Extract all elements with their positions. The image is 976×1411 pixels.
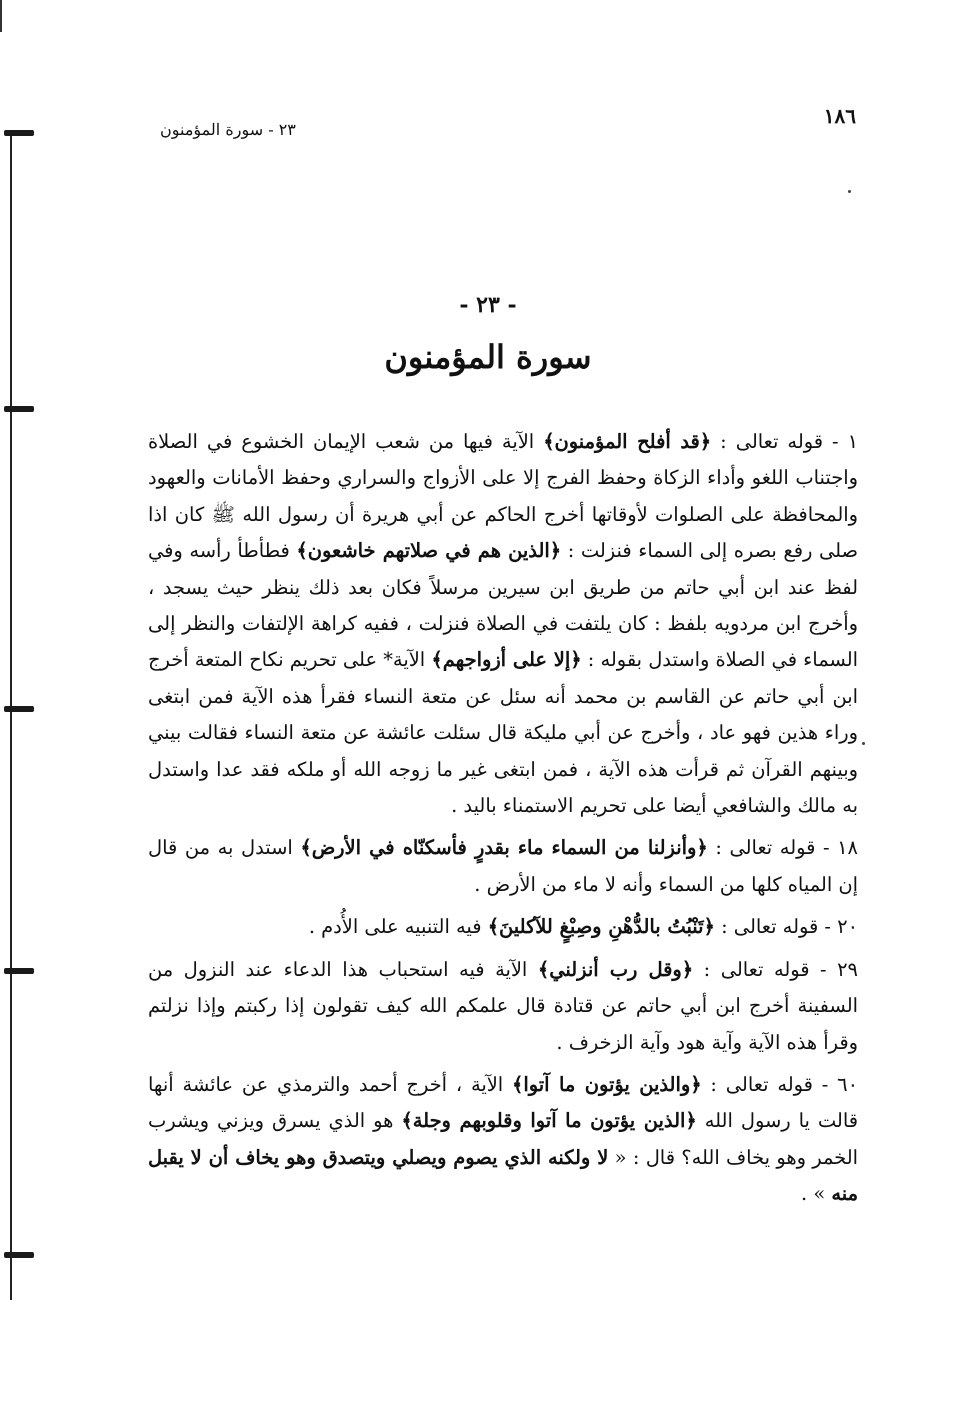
scan-speck: [848, 190, 851, 193]
quran-quote: ﴿تَنْبُتُ بالدُّهْنِ وصِبْغٍ للآكلينَ﴾: [487, 915, 715, 939]
page-number: ١٨٦: [823, 104, 856, 128]
commentary-text: الآية فيها من شعب الإيمان الخشوع في الصلاة واجتناب اللغو وأداء الزكاة وحفظ الفرج إلا على الأزواج والسراري وحفظ الأمانات والعهود والمحافظة على الصلوات لأوقاتها أخرج الحاكم عن أبي هريرة أن رسول الله ﷺ كان اذا صلى رفع بصره إلى السماء فنزلت :: [148, 430, 858, 563]
binding-mark: [4, 406, 34, 412]
commentary-text: الآية فيه استحباب هذا الدعاء عند النزول من السفينة أخرج ابن أبي حاتم عن قتادة قال علمكم الله كيف تقولون إذا ركبتم وإذا نزلتم وقرأ هذه الآية وآية هود وآية الزخرف .: [148, 957, 858, 1054]
binding-mark: [4, 706, 34, 712]
commentary-paragraph: [148, 1067, 858, 1213]
commentary-text: فيه التنبيه على الأُدم .: [308, 915, 488, 939]
chapter-number: - ٢٣ -: [459, 292, 517, 318]
quran-quote: ﴿إلا على أزواجهم﴾: [431, 648, 582, 672]
commentary-text: فطأطأ رأسه وفي لفظ عند ابن أبي حاتم من طريق ابن سيرين مرسلاً فكان بعد ذلك ينظر حيث يسجد ، وأخرج ابن مردويه بلفظ : كان يلتفت في الصلاة فنزلت ، ففيه كراهة الإلتفات والنظر إلى السماء في الصلاة واستدل بقوله :: [148, 539, 859, 672]
commentary-text: الآية* على تحريم نكاح المتعة أخرج ابن أبي حاتم عن القاسم بن محمد أنه سئل عن متعة النساء فقرأ هذه الآية فمن ابتغى وراء هذين فهو عاد ، وأخرج عن أبي مليكة قال سئلت عائشة عن متعة النساء فقالت بيني وبينهم القرآن ثم قرأت هذه الآية ، فمن ابتغى غير ما زوجه الله أو ملكه فقد عدا واستدل به مالك والشافعي أيضا على تحريم الاستمناء باليد .: [148, 648, 858, 818]
scan-speck: [862, 742, 865, 745]
binding-mark: [4, 130, 34, 136]
quran-quote: ﴿وقل رب أنزلني﴾: [537, 957, 694, 981]
commentary-text: هو الذي يسرق ويزني ويشرب الخمر وهو يخاف الله؟ قال : «: [148, 1109, 858, 1169]
page-header: [140, 104, 856, 144]
commentary-text: استدل به من قال إن المياه كلها من السماء وأنه لا ماء من الأرض .: [148, 836, 858, 896]
commentary-paragraph: [148, 830, 858, 903]
quran-quote: ﴿الذين يؤتون ما آتوا وقلوبهم وجلة﴾: [401, 1109, 697, 1133]
commentary-text: ١ - قوله تعالى :: [711, 430, 858, 453]
commentary-text: الآية ، أخرج أحمد والترمذي عن عائشة أنها قالت يا رسول الله: [148, 1072, 859, 1133]
running-head: ٢٣ - سورة المؤمنون: [160, 120, 296, 139]
commentary-paragraph: [148, 909, 858, 945]
surah-title: سورة المؤمنون: [384, 338, 592, 376]
commentary-paragraph: [148, 952, 858, 1061]
commentary-body: [148, 424, 858, 1219]
commentary-text: ٦٠ - قوله تعالى :: [701, 1072, 858, 1096]
quran-quote: ﴿والذين يؤتون ما آتوا﴾: [512, 1072, 702, 1096]
quran-quote: ﴿الذين هم في صلاتهم خاشعون﴾: [296, 539, 562, 563]
scan-corner-mark: [0, 0, 2, 32]
quran-quote: ﴿قد أفلح المؤمنون﴾: [543, 430, 712, 453]
commentary-text: ٢٩ - قوله تعالى :: [693, 957, 858, 981]
quran-quote: لا ولكنه الذي يصوم ويصلي ويتصدق وهو يخاف أن لا يقبل منه: [148, 1145, 858, 1206]
commentary-text: » .: [801, 1182, 832, 1206]
commentary-paragraph: [148, 424, 858, 824]
binding-mark: [4, 1252, 34, 1258]
quran-quote: ﴿وأنزلنا من السماء ماء بقدرٍ فأسكنّاه في الأرض﴾: [300, 836, 708, 860]
commentary-text: ٢٠ - قوله تعالى :: [714, 915, 858, 939]
binding-mark: [4, 968, 34, 974]
commentary-text: ١٨ - قوله تعالى :: [707, 836, 858, 860]
